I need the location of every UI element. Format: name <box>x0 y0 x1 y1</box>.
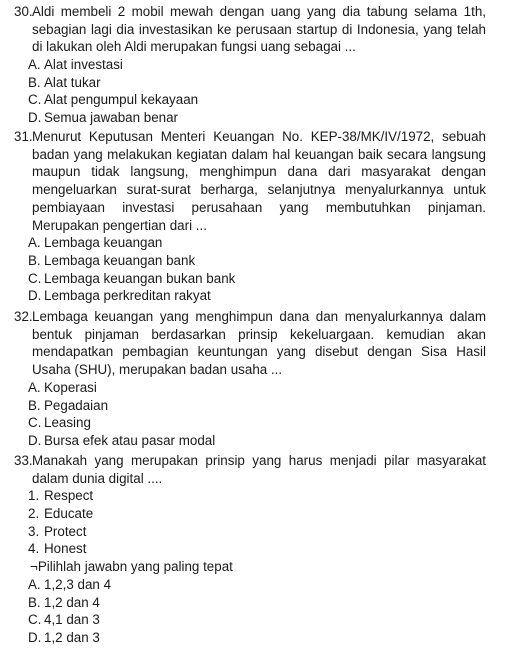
option-letter: A. <box>28 379 41 395</box>
statement-text: Honest <box>44 541 87 557</box>
option-b[interactable] <box>14 397 486 415</box>
option-list <box>14 576 486 647</box>
statement-number: 1. <box>28 488 40 504</box>
question-32 <box>14 308 486 450</box>
option-list <box>14 234 486 305</box>
question-stem <box>14 128 486 234</box>
option-text: Semua jawaban benar <box>44 110 178 126</box>
option-text: Lembaga keuangan <box>44 235 163 251</box>
statement-number: 3. <box>28 523 40 539</box>
option-letter: A. <box>28 576 41 592</box>
option-text: Lembaga perkreditan rakyat <box>44 288 211 304</box>
statement-text: Respect <box>44 488 94 504</box>
option-letter: C. <box>28 415 42 431</box>
option-letter: D. <box>28 629 42 645</box>
option-text: Alat pengumpul kekayaan <box>44 92 199 108</box>
option-letter: A. <box>28 235 41 251</box>
option-letter: D. <box>28 432 42 448</box>
question-text: Aldi membeli 2 mobil mewah dengan uang yang dia tabung selama 1th, sebagian lagi dia investasikan ke perusaan startup di Indonesia, yang telah di lakukan oleh Aldi merupakan fungsi uang sebagai ... <box>32 4 486 55</box>
option-list <box>14 56 486 127</box>
option-text: 4,1 dan 3 <box>44 612 100 628</box>
statement-text: Educate <box>44 506 94 522</box>
option-letter: B. <box>28 397 41 413</box>
option-b[interactable] <box>14 594 486 612</box>
option-text: 1,2,3 dan 4 <box>44 576 112 592</box>
option-text: Alat investasi <box>44 57 123 73</box>
option-text: Koperasi <box>44 379 97 395</box>
answer-instruction: ¬Pilihlah jawabn yang paling tepat <box>30 559 233 575</box>
option-b[interactable] <box>14 252 486 270</box>
option-letter: B. <box>28 74 41 90</box>
option-c[interactable] <box>14 91 486 109</box>
statement-text: Protect <box>44 523 87 539</box>
option-letter: D. <box>28 110 42 126</box>
option-a[interactable] <box>14 379 486 397</box>
option-text: 1,2 dan 4 <box>44 594 100 610</box>
statement-item <box>14 487 486 505</box>
option-c[interactable] <box>14 611 486 629</box>
option-text: Bursa efek atau pasar modal <box>44 432 216 448</box>
question-number: 32. <box>14 309 33 324</box>
option-letter: C. <box>28 270 42 286</box>
option-b[interactable] <box>14 74 486 92</box>
statement-number: 2. <box>28 506 40 522</box>
statement-item <box>14 523 486 541</box>
option-letter: D. <box>28 288 42 304</box>
statement-number: 4. <box>28 541 40 557</box>
option-letter: B. <box>28 594 41 610</box>
option-text: 1,2 dan 3 <box>44 629 100 645</box>
question-stem <box>14 452 486 487</box>
question-number: 31. <box>14 129 33 144</box>
question-text: Menurut Keputusan Menteri Keuangan No. KEP-38/MK/IV/1972, sebuah badan yang melakukan kegiatan dalam hal keuangan baik secara langsung maupun tidak langsung, menghimpun dana dari masyarakat dengan mengeluarkan surat-surat berharga, selanjutnya menyalurkannya untuk pembiayaan investasi perusahaan yang membutuhkan pinjaman. Merupakan pengertian dari ... <box>32 129 486 233</box>
option-c[interactable] <box>14 270 486 288</box>
question-stem <box>14 308 486 379</box>
option-c[interactable] <box>14 414 486 432</box>
question-number: 30. <box>14 4 33 19</box>
question-stem <box>14 3 486 56</box>
option-d[interactable] <box>14 629 486 647</box>
option-a[interactable] <box>14 56 486 74</box>
option-text: Leasing <box>44 415 91 431</box>
option-a[interactable] <box>14 234 486 252</box>
option-letter: A. <box>28 57 41 73</box>
question-text: Lembaga keuangan yang menghimpun dana dan menyalurkannya dalam bentuk pinjaman berdasarkan prinsip kekeluargaan. kemudian akan mendapatkan pembagian keuntungan yang disebut dengan Sisa Hasil Usaha (SHU), merupakan badan usaha ... <box>32 309 486 378</box>
question-text: Manakah yang merupakan prinsip yang harus menjadi pilar masyarakat dalam dunia digital .... <box>32 453 486 486</box>
option-list <box>14 379 486 450</box>
option-d[interactable] <box>14 109 486 127</box>
option-d[interactable] <box>14 432 486 450</box>
option-letter: C. <box>28 92 42 108</box>
option-text: Pegadaian <box>44 397 109 413</box>
option-letter: C. <box>28 612 42 628</box>
option-text: Alat tukar <box>44 74 101 90</box>
question-30 <box>14 3 486 127</box>
question-31 <box>14 128 486 305</box>
question-number: 33. <box>14 453 33 468</box>
option-letter: B. <box>28 252 41 268</box>
statement-item <box>14 505 486 523</box>
option-text: Lembaga keuangan bukan bank <box>44 270 236 286</box>
statement-item <box>14 540 486 558</box>
statement-list <box>14 487 486 558</box>
option-text: Lembaga keuangan bank <box>44 252 196 268</box>
option-a[interactable] <box>14 576 486 594</box>
option-d[interactable] <box>14 287 486 305</box>
question-33 <box>14 452 486 647</box>
